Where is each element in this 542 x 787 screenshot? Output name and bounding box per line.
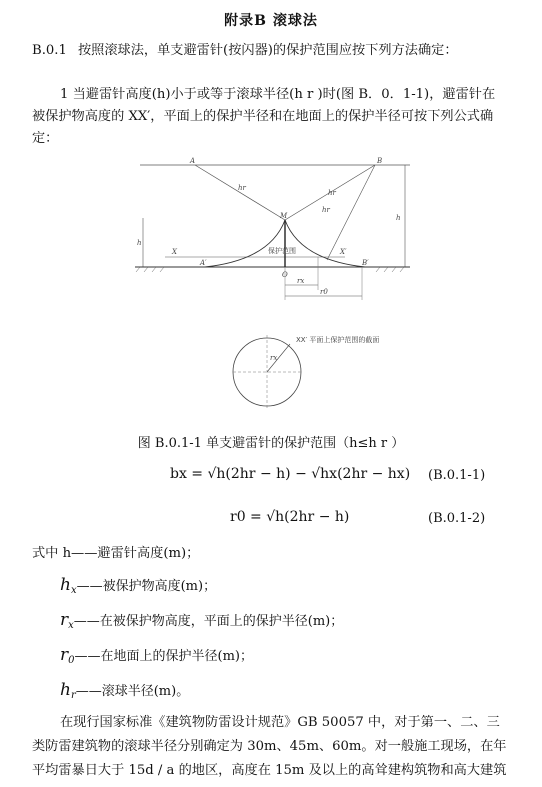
appendix-title: 附录B 滚球法 bbox=[224, 13, 318, 29]
ground-hatching bbox=[136, 267, 404, 272]
label-x: X bbox=[172, 248, 177, 256]
definition-row: $h_r——$滚球半径(m)。 bbox=[60, 680, 190, 701]
closing-line2: 类防雷建筑物的滚球半径分别确定为 30m、45m、60m。对一般施工现场，在年 bbox=[32, 739, 507, 754]
protection-arc-right bbox=[285, 220, 365, 267]
label-plane-note: XX′ 平面上保护范围的截面 bbox=[296, 336, 380, 344]
formula-1: bx = √h(2hr − h) − √hx(2hr − hx) bbox=[170, 466, 411, 482]
label-a-prime: A′ bbox=[200, 259, 207, 267]
line-b-arc bbox=[327, 165, 375, 260]
label-x-prime: X′ bbox=[340, 248, 347, 256]
label-hr-left: hr bbox=[238, 184, 246, 192]
protection-range-figure bbox=[0, 150, 542, 430]
definitions-lead: 式中 h——避雷针高度(m)； bbox=[32, 546, 200, 561]
label-b-prime: B′ bbox=[362, 259, 369, 267]
label-b: B bbox=[377, 157, 383, 165]
label-h: h bbox=[137, 239, 142, 247]
label-rx-circle: rx bbox=[270, 354, 278, 362]
label-m: M bbox=[280, 212, 288, 220]
formula-2: r0 = √h(2hr − h) bbox=[230, 509, 350, 525]
item1-line3: 定： bbox=[32, 131, 59, 146]
label-hr-right: hr bbox=[328, 189, 336, 197]
section-intro-text: 按照滚球法，单支避雷针(按闪器)的保护范围应按下列方法确定： bbox=[78, 43, 458, 58]
formula-1-number: (B.0.1-1) bbox=[428, 468, 486, 483]
definition-row: $r_0——$在地面上的保护半径(m)； bbox=[60, 645, 253, 666]
item1-line1: 1 当避雷针高度(h)小于或等于滚球半径(h r )时(图 B．0．1-1)，避雷针在 bbox=[60, 87, 496, 102]
label-r0: r0 bbox=[320, 288, 328, 296]
section-intro bbox=[32, 40, 512, 62]
label-rx: rx bbox=[297, 277, 305, 285]
item1-line2: 被保护物高度的 XX′，平面上的保护半径和在地面上的保护半径可按下列公式确 bbox=[32, 109, 494, 124]
label-hr-mid: hr bbox=[322, 206, 330, 214]
closing-line3: 平均雷暴日大于 15d / a 的地区，高度在 15m 及以上的高耸建构筑物和高大建筑 bbox=[32, 763, 507, 778]
section-number: B.0.1 bbox=[32, 43, 67, 58]
label-o: O bbox=[282, 271, 288, 279]
label-hr-side: h bbox=[396, 214, 401, 222]
formula-2-number: (B.0.1-2) bbox=[428, 511, 486, 526]
line-a-m bbox=[195, 165, 285, 220]
protection-arc-left bbox=[205, 220, 285, 267]
label-a: A bbox=[190, 157, 196, 165]
closing-line1: 在现行国家标准《建筑物防雷设计规范》GB 50057 中，对于第一、二、三 bbox=[60, 715, 500, 730]
label-protect-range: 保护范围 bbox=[268, 247, 296, 255]
definition-row: $h_x——$被保护物高度(m)； bbox=[60, 575, 217, 596]
figure-caption: 图 B.0.1-1 单支避雷针的保护范围（h≤h r ） bbox=[137, 436, 405, 451]
definition-row: $r_x——$在被保护物高度，平面上的保护半径(m)； bbox=[60, 610, 344, 631]
